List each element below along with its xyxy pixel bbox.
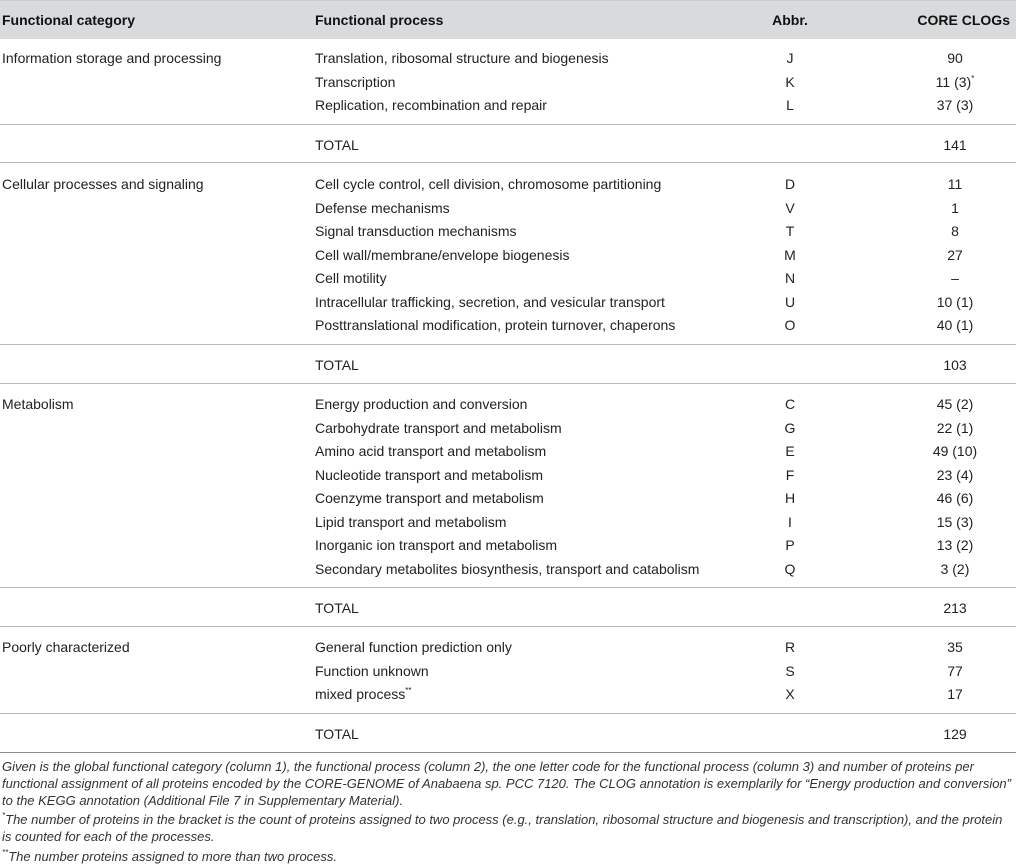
core-clogs-count — [900, 639, 1010, 656]
functional-process — [315, 663, 429, 680]
core-clogs-count — [900, 97, 1010, 114]
functional-process-text: Lipid transport and metabolism — [315, 514, 507, 530]
total-label: TOTAL — [315, 600, 359, 616]
functional-process — [315, 294, 665, 311]
functional-process — [315, 223, 517, 240]
abbr: Q — [784, 561, 796, 577]
core-clogs-count — [900, 537, 1010, 554]
functional-process — [315, 97, 547, 114]
core-clogs-count — [900, 50, 1010, 67]
core-clogs-count — [900, 294, 1010, 311]
abbr: E — [785, 443, 795, 459]
core-clogs-value: 22 (1) — [936, 420, 974, 436]
functional-process-text: Amino acid transport and metabolism — [315, 443, 547, 459]
functional-process-text: Transcription — [315, 74, 396, 90]
abbr: X — [785, 686, 795, 702]
functional-process — [315, 270, 387, 287]
row-divider — [0, 713, 1016, 714]
functional-process-text: Nucleotide transport and metabolism — [315, 467, 544, 483]
functional-process — [315, 176, 661, 193]
header-core-clogs: CORE CLOGs — [917, 12, 1010, 28]
core-clogs-count — [900, 443, 1010, 460]
header-abbr: Abbr. — [772, 12, 808, 28]
functional-process-text: Cell wall/membrane/envelope biogenesis — [315, 247, 570, 263]
core-clogs-count — [900, 200, 1010, 217]
row-divider — [0, 383, 1016, 384]
abbr: D — [784, 176, 796, 192]
core-clogs-value: 49 (10) — [932, 443, 978, 459]
functional-process — [315, 50, 609, 67]
abbr: M — [784, 247, 796, 263]
functional-process — [315, 74, 395, 91]
table-header — [0, 0, 1016, 39]
functional-process-text: Posttranslational modification, protein turnover, chaperons — [315, 317, 676, 333]
footnote-1 — [2, 811, 1014, 845]
header-functional-process: Functional process — [315, 12, 444, 28]
row-divider — [0, 752, 1016, 753]
functional-process-text: Coenzyme transport and metabolism — [315, 490, 544, 506]
functional-category: Information storage and processing — [2, 50, 222, 66]
header-functional-category: Functional category — [2, 12, 136, 28]
functional-category: Cellular processes and signaling — [2, 176, 204, 192]
abbr: V — [785, 200, 795, 216]
abbr: O — [784, 317, 796, 333]
abbr: R — [784, 639, 796, 655]
functional-process — [315, 537, 557, 554]
total-value: 141 — [943, 137, 967, 153]
core-clogs-value: 40 (1) — [936, 317, 974, 333]
core-clogs-count — [900, 74, 1010, 91]
functional-process — [315, 467, 543, 484]
core-clogs-count — [900, 514, 1010, 531]
functional-process-text: Cell motility — [315, 270, 387, 286]
core-clogs-value: 37 (3) — [936, 97, 974, 113]
functional-process-text: Translation, ribosomal structure and biogenesis — [315, 50, 609, 66]
functional-process-text: Energy production and conversion — [315, 396, 528, 412]
abbr: C — [784, 396, 796, 412]
functional-process-text: Function unknown — [315, 663, 429, 679]
core-clogs-count — [900, 176, 1010, 193]
core-clogs-count — [900, 223, 1010, 240]
functional-category: Metabolism — [2, 396, 74, 412]
abbr: S — [785, 663, 795, 679]
core-clogs-value: 46 (6) — [936, 490, 974, 506]
functional-process-text: Inorganic ion transport and metabolism — [315, 537, 558, 553]
abbr: I — [788, 514, 792, 530]
functional-process — [315, 686, 412, 703]
row-divider — [0, 162, 1016, 163]
footnote-mark: * — [971, 74, 975, 83]
core-clogs-value: 8 — [951, 223, 959, 239]
total-value: 213 — [943, 600, 967, 616]
core-clogs-value: 3 (2) — [940, 561, 970, 577]
core-clogs-value: 11 (3) — [935, 74, 972, 90]
functional-process-text: Defense mechanisms — [315, 200, 450, 216]
functional-process-text: Intracellular trafficking, secretion, and vesicular transport — [315, 294, 665, 310]
abbr: T — [785, 223, 795, 239]
core-clogs-value: – — [951, 270, 959, 286]
abbr: K — [785, 74, 795, 90]
functional-process — [315, 396, 527, 413]
functional-process-text: Signal transduction mechanisms — [315, 223, 517, 239]
core-clogs-count — [900, 270, 1010, 287]
total-value: 103 — [943, 357, 967, 373]
functional-process — [315, 200, 450, 217]
footnote-mark: ** — [2, 848, 9, 857]
core-clogs-count — [900, 561, 1010, 578]
row-divider — [0, 587, 1016, 588]
functional-process — [315, 639, 512, 656]
footnote-mark: ** — [405, 686, 412, 695]
abbr: U — [784, 294, 796, 310]
core-clogs-value: 15 (3) — [936, 514, 974, 530]
functional-category: Poorly characterized — [2, 639, 130, 655]
abbr: F — [785, 467, 795, 483]
row-divider — [0, 344, 1016, 345]
row-divider — [0, 124, 1016, 125]
total-label: TOTAL — [315, 137, 359, 153]
total-value: 129 — [943, 726, 967, 742]
functional-process-text: Secondary metabolites biosynthesis, transport and catabolism — [315, 561, 700, 577]
functional-process — [315, 490, 544, 507]
functional-process — [315, 443, 546, 460]
core-clogs-value: 13 (2) — [936, 537, 974, 553]
core-clogs-value: 11 — [947, 176, 963, 192]
core-clogs-value: 45 (2) — [936, 396, 974, 412]
functional-process-text: Replication, recombination and repair — [315, 97, 547, 113]
abbr: N — [784, 270, 796, 286]
core-clogs-count — [900, 247, 1010, 264]
abbr: J — [786, 50, 794, 66]
abbr: G — [784, 420, 796, 436]
core-clogs-value: 35 — [947, 639, 963, 655]
functional-process-text: Cell cycle control, cell division, chromosome partitioning — [315, 176, 662, 192]
footnote-2-text: The number proteins assigned to more than two process. — [8, 849, 338, 864]
core-clogs-value: 77 — [947, 663, 963, 679]
core-clogs-value: 90 — [947, 50, 963, 66]
total-label: TOTAL — [315, 726, 359, 742]
core-clogs-count — [900, 396, 1010, 413]
footnote-1-text: The number of proteins in the bracket is the count of proteins assigned to two process (e.g., translation, ribosomal structure and biogenesis and transcription), and the protein is counted for each of the processes. — [2, 812, 1003, 844]
core-clogs-value: 17 — [947, 686, 963, 702]
row-divider — [0, 626, 1016, 627]
core-clogs-count — [900, 420, 1010, 437]
functional-process-text: mixed process — [315, 686, 406, 702]
abbr: P — [785, 537, 795, 553]
core-clogs-count — [900, 663, 1010, 680]
total-label: TOTAL — [315, 357, 359, 373]
core-clogs-value: 10 (1) — [936, 294, 974, 310]
table-caption: Given is the global functional category (column 1), the functional process (column 2), the one letter code for the functional process (column 3) and number of proteins per functional assignment of all proteins encoded by the CORE-GENOME of Anabaena sp. PCC 7120. The CLOG annotation is exemplarily for “Energy production and conversion” to the KEGG annotation (Additional File 7 in Supplementary Material). — [2, 759, 1011, 808]
functional-process — [315, 317, 675, 334]
functional-process-text: General function prediction only — [315, 639, 512, 655]
core-clogs-count — [900, 467, 1010, 484]
core-clogs-value: 1 — [951, 200, 959, 216]
core-clogs-count — [900, 317, 1010, 334]
core-clogs-count — [900, 686, 1010, 703]
functional-process — [315, 514, 506, 531]
abbr: H — [784, 490, 796, 506]
functional-process — [315, 247, 569, 264]
footnote-2 — [2, 848, 1014, 865]
functional-process — [315, 420, 562, 437]
functional-process-text: Carbohydrate transport and metabolism — [315, 420, 562, 436]
core-clogs-value: 23 (4) — [936, 467, 974, 483]
core-clogs-value: 27 — [947, 247, 963, 263]
abbr: L — [786, 97, 794, 113]
footnote-mark: * — [2, 811, 6, 820]
core-clogs-count — [900, 490, 1010, 507]
functional-process — [315, 561, 699, 578]
